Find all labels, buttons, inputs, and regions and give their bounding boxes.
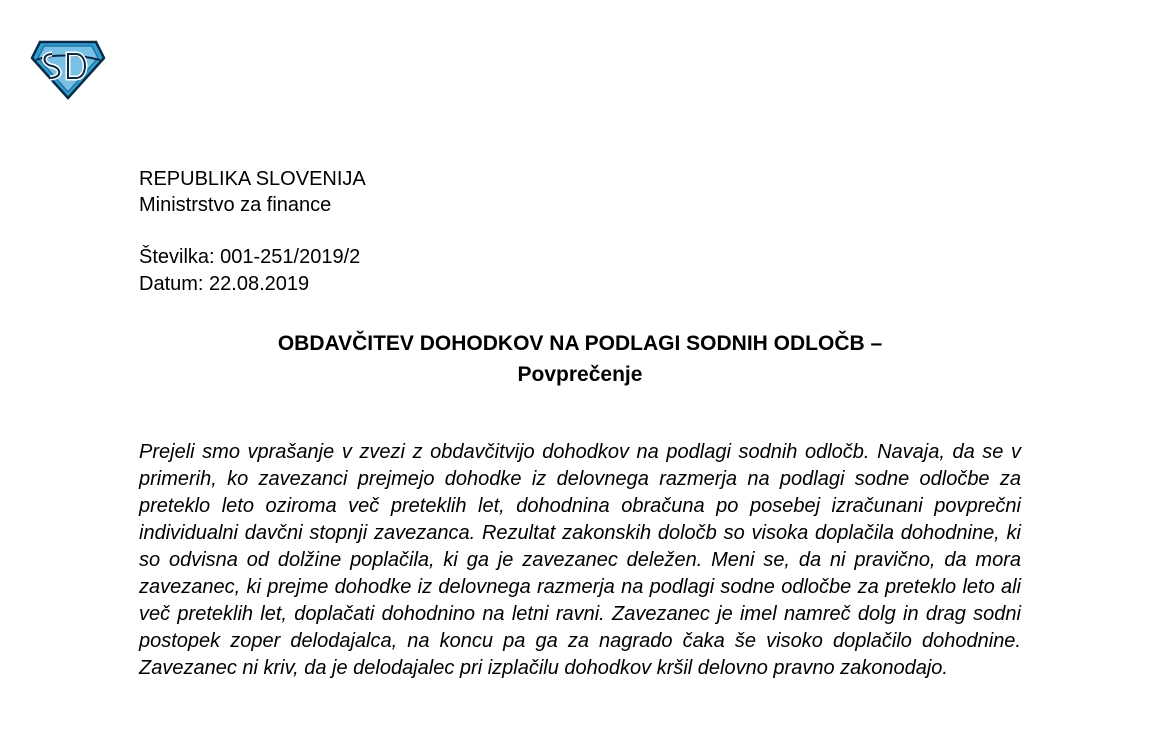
title-line-1: OBDAVČITEV DOHODKOV NA PODLAGI SODNIH ODLOČB –: [277, 332, 883, 355]
country-name: REPUBLIKA SLOVENIJA: [139, 168, 366, 190]
letterhead: [139, 166, 366, 218]
ministry-name: Ministrstvo za finance: [139, 194, 332, 216]
document-title: [139, 328, 1021, 390]
document-date: Datum: 22.08.2019: [139, 273, 310, 295]
title-line-2: Povprečenje: [517, 363, 643, 386]
document-meta: [139, 244, 360, 298]
body-paragraph: Prejeli smo vprašanje v zvezi z obdavčitvijo dohodkov na podlagi sodnih odločb. Navaja, da se v primerih, ko zavezanci prejmejo dohodke iz delovnega razmerja na podlagi sodne odločbe za preteklo leto oziroma več preteklih let, dohodnina obračuna po posebej izračunani povprečni individualni davčni stopnji zavezanca. Rezultat zakonskih določb so visoka doplačila dohodnine, ki so odvisna od dolžine poplačila, ki ga je zavezanec deležen. Meni se, da ni pravično, da mora zavezanec, ki prejme dohodke iz delovnega razmerja na podlagi sodne odločbe za preteklo leto ali več preteklih let, doplačati dohodnino na letni ravni. Zavezanec je imel namreč dolg in drag sodni postopek zoper delodajalca, na koncu pa ga za nagrado čaka še visoko doplačilo dohodnine. Zavezanec ni kriv, da je delodajalec pri izplačilu dohodkov kršil delovno pravno zakonodajo.: [139, 441, 1021, 679]
document-number: Številka: 001-251/2019/2: [139, 246, 361, 268]
sd-logo-icon: [30, 40, 106, 100]
sd-diamond-logo: [30, 40, 106, 100]
